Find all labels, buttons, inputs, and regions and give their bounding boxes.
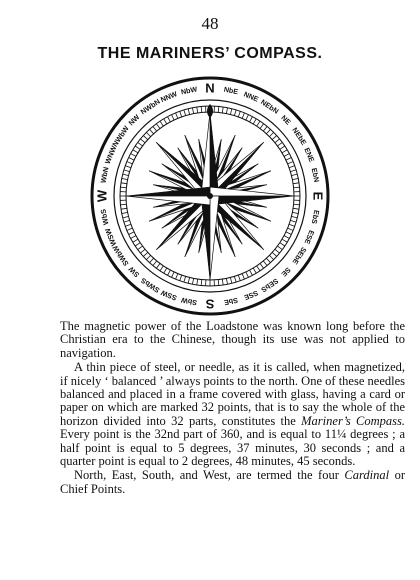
- degree-tick: [129, 158, 134, 161]
- degree-tick: [289, 166, 295, 168]
- degree-tick: [250, 117, 253, 122]
- compass-point-label: EbS: [309, 209, 322, 225]
- degree-tick: [188, 109, 189, 115]
- degree-tick: [291, 216, 297, 217]
- compass-point-label: NEbE: [290, 125, 309, 147]
- cardinal-term: Cardinal: [344, 468, 390, 483]
- degree-tick: [238, 275, 240, 281]
- compass-point-label: SE: [279, 265, 293, 279]
- degree-tick: [176, 274, 178, 280]
- compass-point-label: WbN: [98, 166, 111, 184]
- compass-rose-figure: [88, 74, 332, 318]
- degree-tick: [230, 109, 231, 115]
- compass-rose-svg: [88, 74, 332, 318]
- compass-point-label: WNW: [102, 144, 119, 166]
- compass-point-label: NWbN: [138, 96, 162, 117]
- compass-point-label: SW: [126, 264, 142, 280]
- degree-tick: [125, 166, 131, 168]
- degree-tick: [124, 220, 130, 222]
- degree-tick: [172, 115, 175, 120]
- chapter-title: THE MARINERS’ COMPASS.: [97, 45, 323, 62]
- degree-tick: [234, 110, 236, 116]
- degree-tick: [143, 252, 147, 256]
- degree-tick: [294, 204, 300, 205]
- compass-point-label: NE: [279, 113, 293, 127]
- degree-tick: [266, 258, 270, 262]
- body-text: [60, 320, 405, 496]
- degree-tick: [121, 183, 127, 184]
- degree-tick: [246, 272, 249, 277]
- page-number: 48: [201, 14, 219, 33]
- degree-tick: [282, 239, 287, 242]
- degree-tick: [125, 224, 131, 226]
- degree-tick: [250, 270, 253, 275]
- degree-tick: [293, 208, 299, 209]
- degree-tick: [123, 174, 129, 175]
- degree-tick: [201, 280, 202, 286]
- degree-tick: [197, 107, 198, 113]
- degree-tick: [292, 212, 298, 213]
- degree-tick: [122, 178, 128, 179]
- degree-tick: [257, 121, 260, 126]
- degree-tick: [238, 111, 240, 117]
- degree-tick: [257, 266, 260, 271]
- compass-point-label: NbW: [180, 84, 198, 97]
- degree-tick: [263, 126, 267, 131]
- degree-tick: [123, 216, 129, 217]
- compass-point-label: ENE: [302, 146, 317, 164]
- degree-tick: [288, 162, 294, 164]
- degree-tick: [201, 106, 202, 112]
- compass-point-label: SEbE: [290, 245, 309, 267]
- degree-tick: [260, 124, 264, 129]
- center-pin: [207, 193, 213, 199]
- degree-tick: [138, 142, 143, 146]
- degree-tick: [131, 154, 136, 157]
- degree-tick: [286, 158, 291, 161]
- degree-tick: [156, 263, 160, 268]
- degree-tick: [263, 261, 267, 266]
- degree-tick: [290, 220, 296, 222]
- degree-tick: [226, 278, 227, 284]
- degree-tick: [131, 236, 136, 239]
- compass-point-label: SbW: [180, 295, 198, 308]
- degree-tick: [226, 108, 227, 114]
- compass-point-label: SSE: [242, 288, 260, 303]
- degree-tick: [242, 113, 244, 119]
- compass-point-label: NEbN: [259, 97, 281, 116]
- degree-tick: [291, 174, 297, 175]
- degree-tick: [120, 204, 126, 205]
- degree-tick: [288, 228, 294, 230]
- degree-tick: [218, 106, 219, 112]
- compass-point-label: N: [205, 80, 215, 96]
- degree-tick: [150, 258, 154, 262]
- degree-tick: [222, 279, 223, 285]
- degree-tick: [284, 154, 289, 157]
- degree-tick: [266, 129, 270, 133]
- degree-tick: [140, 249, 145, 253]
- degree-tick: [242, 274, 244, 280]
- degree-tick: [135, 146, 140, 149]
- degree-tick: [272, 252, 276, 256]
- paragraph-2-text-b: Every point is the 32nd part of 360, and is equal to 11¼ degrees ; a half point is equal to 5 degrees, 37 minutes, 30 seconds ; and a quarter point is equal to 2 degrees, 48 minutes, 45 seconds.: [60, 427, 405, 469]
- degree-tick: [164, 268, 167, 273]
- degree-tick: [284, 236, 289, 239]
- degree-tick: [164, 119, 167, 124]
- degree-tick: [286, 232, 291, 235]
- compass-point-label: SSW: [159, 288, 179, 303]
- degree-tick: [197, 279, 198, 285]
- degree-tick: [260, 263, 264, 268]
- degree-tick: [120, 187, 126, 188]
- degree-tick: [253, 119, 256, 124]
- degree-tick: [138, 246, 143, 250]
- degree-tick: [234, 276, 236, 282]
- degree-tick: [294, 187, 300, 188]
- degree-tick: [184, 110, 186, 116]
- degree-tick: [253, 268, 256, 273]
- degree-tick: [269, 132, 273, 136]
- degree-tick: [218, 280, 219, 286]
- degree-tick: [133, 150, 138, 153]
- paragraph-3-text-b: or Chief Points.: [60, 468, 405, 496]
- compass-point-label: SEbS: [259, 276, 281, 295]
- degree-tick: [222, 107, 223, 113]
- compass-point-label: ESE: [302, 228, 317, 246]
- degree-tick: [133, 239, 138, 242]
- degree-tick: [160, 121, 163, 126]
- compass-point-label: NWbW: [110, 124, 131, 149]
- degree-tick: [172, 272, 175, 277]
- degree-tick: [246, 115, 249, 120]
- compass-point-label: WbS: [98, 208, 111, 226]
- degree-tick: [277, 142, 282, 146]
- degree-tick: [168, 117, 171, 122]
- degree-tick: [275, 139, 280, 143]
- degree-tick: [292, 178, 298, 179]
- paragraph-2-text-a: A thin piece of steel, or needle, as it is called, when magnetized, if nicely ‘ balanced ’ always points to the north. One of these needles balanced and placed in a frame covered with glass, having a card or paper on which are marked 32 points, that is to say the whole of the horizon divided into 32 parts, constitutes the: [60, 360, 405, 428]
- paragraph-2: [60, 361, 405, 468]
- paragraph-3: [60, 469, 405, 496]
- degree-tick: [160, 266, 163, 271]
- compass-point-label: E: [310, 191, 326, 201]
- degree-tick: [146, 255, 150, 259]
- compass-point-label: SbE: [223, 295, 239, 308]
- degree-tick: [192, 278, 193, 284]
- degree-tick: [156, 124, 160, 129]
- degree-tick: [269, 255, 273, 259]
- degree-tick: [127, 162, 133, 164]
- compass-point-label: NNE: [242, 89, 260, 104]
- degree-tick: [129, 232, 134, 235]
- paragraph-3-text-a: North, East, South, and West, are termed the four: [74, 468, 345, 483]
- degree-tick: [180, 275, 182, 281]
- degree-tick: [121, 208, 127, 209]
- degree-tick: [122, 212, 128, 213]
- degree-tick: [280, 243, 285, 246]
- paragraph-1: The magnetic power of the Loadstone was known long before the Christian era to the Chinese, though its use was not applied to navigation.: [60, 319, 405, 360]
- degree-tick: [153, 261, 157, 266]
- degree-tick: [127, 228, 133, 230]
- degree-tick: [140, 139, 145, 143]
- degree-tick: [289, 224, 295, 226]
- degree-tick: [135, 243, 140, 246]
- degree-tick: [275, 249, 280, 253]
- compass-point-label: W: [94, 189, 110, 203]
- degree-tick: [188, 277, 189, 283]
- degree-tick: [150, 129, 154, 133]
- compass-point-label: SWbW: [110, 243, 131, 268]
- degree-tick: [272, 136, 276, 140]
- degree-tick: [153, 126, 157, 131]
- compass-point-label: S: [205, 296, 215, 312]
- degree-tick: [282, 150, 287, 153]
- compass-point-label: WSW: [102, 226, 119, 248]
- degree-tick: [146, 132, 150, 136]
- degree-tick: [143, 136, 147, 140]
- degree-tick: [168, 270, 171, 275]
- degree-tick: [230, 277, 231, 283]
- degree-tick: [290, 170, 296, 172]
- degree-tick: [124, 170, 130, 172]
- compass-point-label: NW: [126, 112, 142, 128]
- compass-point-label: NNW: [159, 89, 179, 105]
- degree-tick: [280, 146, 285, 149]
- degree-tick: [180, 111, 182, 117]
- mariners-compass-term: Mariner’s Compass.: [301, 413, 405, 428]
- degree-tick: [176, 113, 178, 119]
- degree-tick: [192, 108, 193, 114]
- degree-tick: [184, 276, 186, 282]
- compass-point-label: EbN: [309, 167, 322, 183]
- degree-tick: [277, 246, 282, 250]
- compass-point-label: NbE: [223, 84, 239, 97]
- degree-tick: [293, 183, 299, 184]
- compass-point-label: SWbS: [139, 275, 162, 295]
